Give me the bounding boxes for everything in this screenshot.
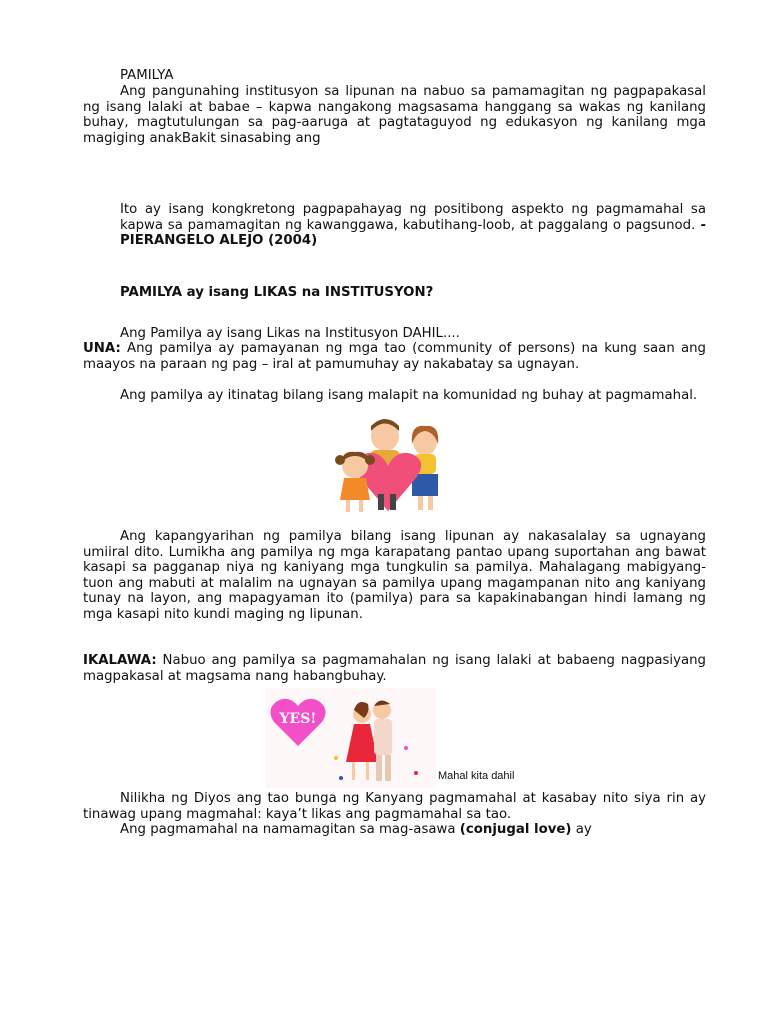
family-heart-illustration bbox=[330, 416, 446, 516]
last-text: Ang pagmamahal na namamagitan sa mag-asawa bbox=[120, 822, 460, 837]
quote-author: - PIERANGELO ALEJO (2004) bbox=[120, 217, 706, 249]
paragraph-itinatag bbox=[83, 388, 706, 404]
section-heading: PAMILYA ay isang LIKAS na INSTITUSYON? bbox=[120, 285, 434, 300]
last-end: ay bbox=[571, 822, 592, 837]
itinatag-text: Ang pamilya ay itinatag bilang isang malapit na komunidad ng buhay at pagmamahal. bbox=[120, 388, 698, 403]
image-caption: Mahal kita dahil bbox=[438, 770, 515, 782]
ikalawa-text: Nabuo ang pamilya sa pagmamahalan ng isang lalaki at babaeng nagpasiyang magpakasal at magsama nang habangbuhay. bbox=[83, 653, 706, 684]
yes-text: YES! bbox=[279, 711, 317, 727]
yes-couple-illustration bbox=[266, 688, 436, 788]
paragraph-last bbox=[120, 822, 592, 838]
kapangyarihan-text: Ang kapangyarihan ng pamilya bilang isang lipunan ay nakasalalay sa ugnayang umiiral dito. Lumikha ang pamilya ng mga karapatang pantao upang suportahan ang bawat kasapi sa pagganap niya ng kaniyang mga tungkulin sa pamilya. Mahalagang mabigyang-tuon ang mabuti at malalim na ugnayan sa pamilya upang magampanan nito ang kaniyang tunay na layon, ang mapagyaman ito (pamilya) para sa kapakinabangan hindi lamang ng mga kasapi nito kundi maging ng lipunan. bbox=[83, 529, 706, 622]
paragraph-una bbox=[83, 341, 706, 372]
ikalawa-label: IKALAWA: bbox=[83, 653, 157, 668]
intro-line: Ang Pamilya ay isang Likas na Institusyon DAHIL.... bbox=[120, 326, 460, 341]
doc-title: PAMILYA bbox=[120, 68, 174, 83]
paragraph-kapangyarihan bbox=[83, 529, 706, 623]
una-label: UNA: bbox=[83, 341, 121, 356]
una-text: Ang pamilya ay pamayanan ng mga tao (community of persons) na kung saan ang maayos na paraan ng pag – iral at pamumuhay ay nakabatay sa ugnayan. bbox=[83, 341, 706, 372]
nilikha-text: Nilikha ng Diyos ang tao bunga ng Kanyang pagmamahal at kasabay nito siya rin ay tinawag upang magmahal: kaya’t likas ang pagmamahal sa tao. bbox=[83, 791, 706, 822]
paragraph-definition bbox=[83, 84, 706, 146]
paragraph-ikalawa bbox=[83, 653, 706, 684]
conjugal-love: (conjugal love) bbox=[459, 822, 572, 837]
paragraph-quote bbox=[120, 202, 706, 249]
paragraph-definition-text: Ang pangunahing institusyon sa lipunan na nabuo sa pamamagitan ng pagpapakasal ng isang lalaki at babae – kapwa nangakong magsasama hanggang sa wakas ng kanilang buhay, magtutulungan sa pag-aaruga at pagtataguyod ng edukasyon ng kanilang mga magiging anakBakit sinasabing ang bbox=[83, 84, 706, 146]
quote-text: Ito ay isang kongkretong pagpapahayag ng positibong aspekto ng pagmamahal sa kapwa sa pamamagitan ng kawanggawa, kabutihang-loob, at paggalang o pagsunod. bbox=[120, 202, 706, 233]
paragraph-nilikha bbox=[83, 791, 706, 822]
